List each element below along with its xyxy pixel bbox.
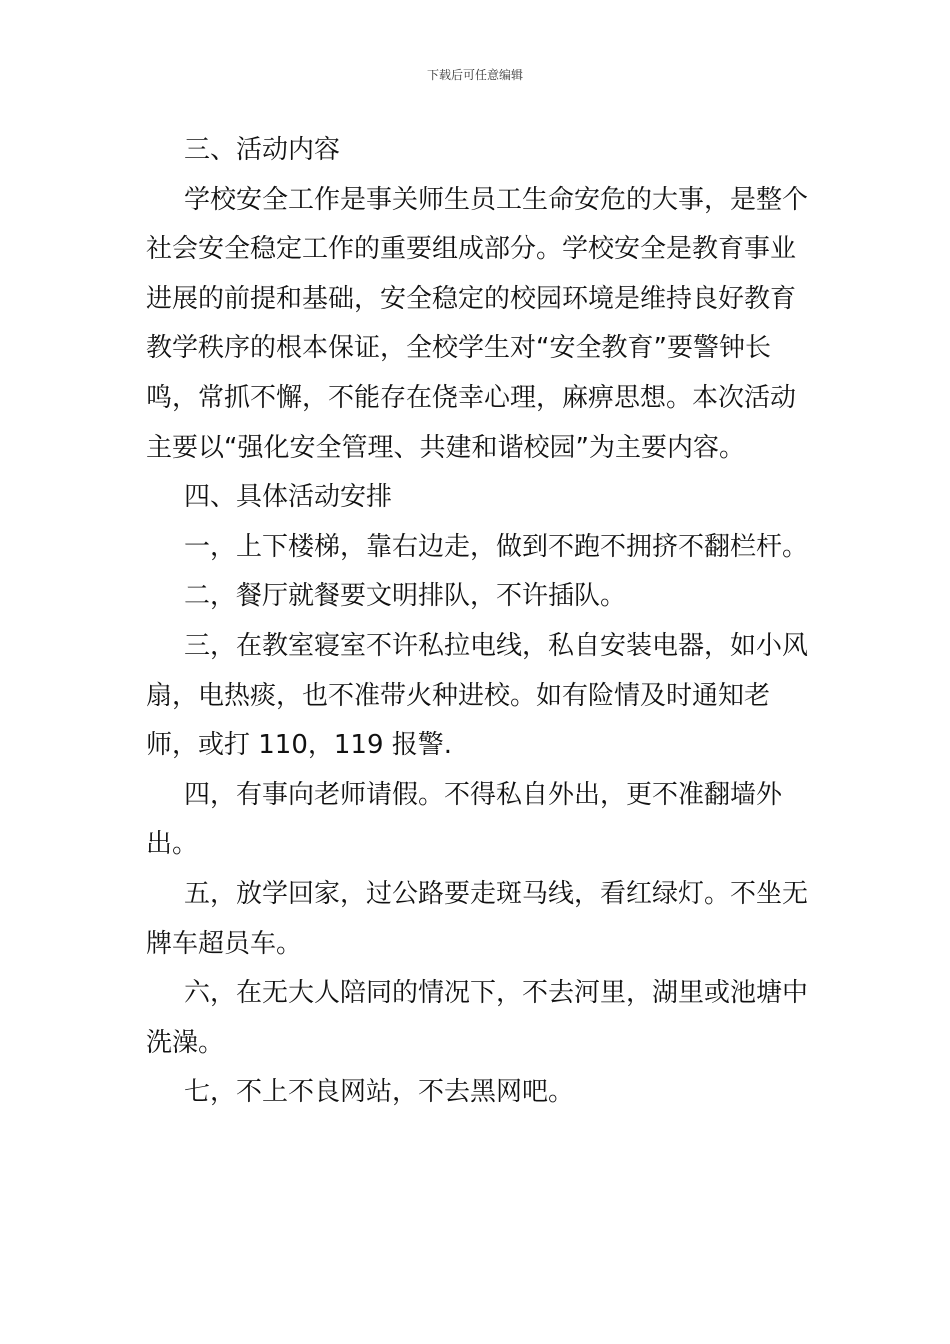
rule-item-2: 二，餐厅就餐要文明排队，不许插队。 [184,581,627,612]
rule-item-7: 七，不上不良网站，不去黑网吧。 [184,1077,575,1108]
section-heading-activity-content: 三、活动内容 [184,135,341,165]
rule-item-1: 一，上下楼梯，靠右边走，做到不跑不拥挤不翻栏杆。 [184,531,809,562]
rule-item-5: 五，放学回家，过公路要走斑马线，看红绿灯。不坐无牌车超员车。 [146,878,809,959]
document-body [146,126,810,1118]
section-heading-activity-arrangement: 四、具体活动安排 [184,482,393,513]
rule-item-3: 三，在教室寝室不许私拉电线，私自安装电器，如小风扇，电热痰，也不准带火种进校。如有险情及时通知老师，或打 110，119 报警. [146,630,809,761]
page-header-note: 下载后可任意编辑 [426,68,523,82]
rule-item-4: 四，有事向老师请假。不得私自外出，更不准翻墙外出。 [146,779,783,860]
paragraph-safety-intro: 学校安全工作是事关师生员工生命安危的大事，是整个社会安全稳定工作的重要组成部分。学校安全是教育事业进展的前提和基础，安全稳定的校园环境是维持良好教育教学秩序的根本保证，全校学生对“安全教育”要警钟长鸣，常抓不懈，不能存在侥幸心理，麻痹思想。本次活动主要以“强化安全管理、共建和谐校园”为主要内容。 [146,184,809,463]
rule-item-6: 六，在无大人陪同的情况下，不去河里，湖里或池塘中洗澡。 [146,978,809,1058]
